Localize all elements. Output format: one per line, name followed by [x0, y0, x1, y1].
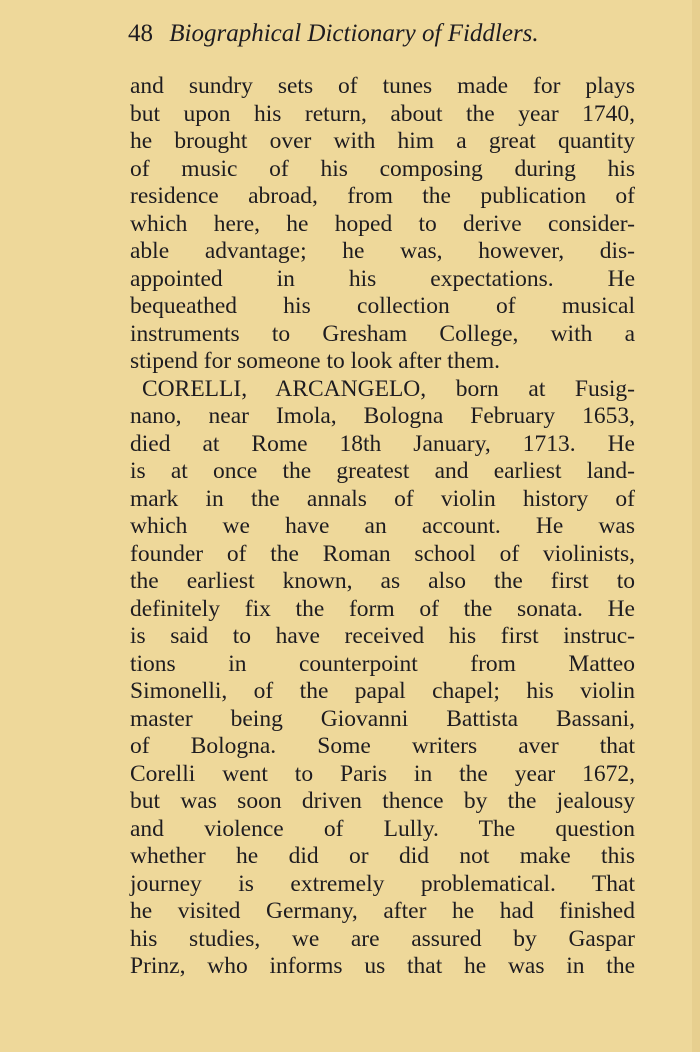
text-line: tions in counterpoint from Matteo	[130, 650, 635, 677]
text-line: able advantage; he was, however, dis-	[130, 238, 635, 264]
text-line: Prinz, who informs us that he was in the	[130, 953, 635, 979]
text-line: journey is extremely problematical. That	[130, 870, 635, 897]
text-line: appointed in his expectations. He	[130, 265, 635, 292]
text-line: the earliest known, as also the first to	[130, 568, 635, 594]
text-line: of music of his composing during his	[130, 155, 635, 182]
body-text	[130, 73, 635, 981]
text-line: Corelli went to Paris in the year 1672,	[130, 760, 635, 787]
text-line: which we have an account. He was	[130, 513, 635, 539]
text-line: and violence of Lully. The question	[130, 815, 635, 842]
text-line: bequeathed his collection of musical	[130, 293, 635, 319]
text-line: but upon his return, about the year 1740,	[130, 100, 635, 127]
text-line: Simonelli, of the papal chapel; his violin	[130, 678, 635, 704]
running-head	[128, 20, 588, 56]
text-line: founder of the Roman school of violinists,	[130, 540, 635, 567]
text-line: whether he did or did not make this	[130, 843, 635, 869]
text-line: of Bologna. Some writers aver that	[130, 733, 635, 759]
running-title: Biographical Dictionary of Fiddlers.	[169, 20, 539, 47]
text-line: nano, near Imola, Bologna February 1653,	[130, 403, 635, 429]
text-line: he visited Germany, after he had finished	[130, 898, 635, 924]
text-line: he brought over with him a great quantity	[130, 128, 635, 154]
text-line: stipend for someone to look after them.	[130, 348, 501, 374]
text-line: definitely fix the form of the sonata. He	[130, 595, 635, 622]
entry-heading-line: CORELLI, ARCANGELO, born at Fusig-	[142, 375, 635, 402]
text-line: residence abroad, from the publication of	[130, 183, 635, 209]
text-line: and sundry sets of tunes made for plays	[130, 73, 635, 99]
text-line: is said to have received his first instruc-	[130, 623, 635, 649]
text-line: died at Rome 18th January, 1713. He	[130, 430, 635, 457]
page-number: 48	[128, 20, 153, 47]
text-line: is at once the greatest and earliest land-	[130, 458, 635, 484]
text-line: mark in the annals of violin history of	[130, 485, 635, 512]
text-line: but was soon driven thence by the jealousy	[130, 788, 635, 814]
text-line: his studies, we are assured by Gaspar	[130, 925, 635, 952]
text-line: master being Giovanni Battista Bassani,	[130, 705, 635, 732]
page-edge	[692, 0, 700, 1052]
text-line: instruments to Gresham College, with a	[130, 320, 635, 347]
text-line: which here, he hoped to derive consider-	[130, 210, 635, 237]
